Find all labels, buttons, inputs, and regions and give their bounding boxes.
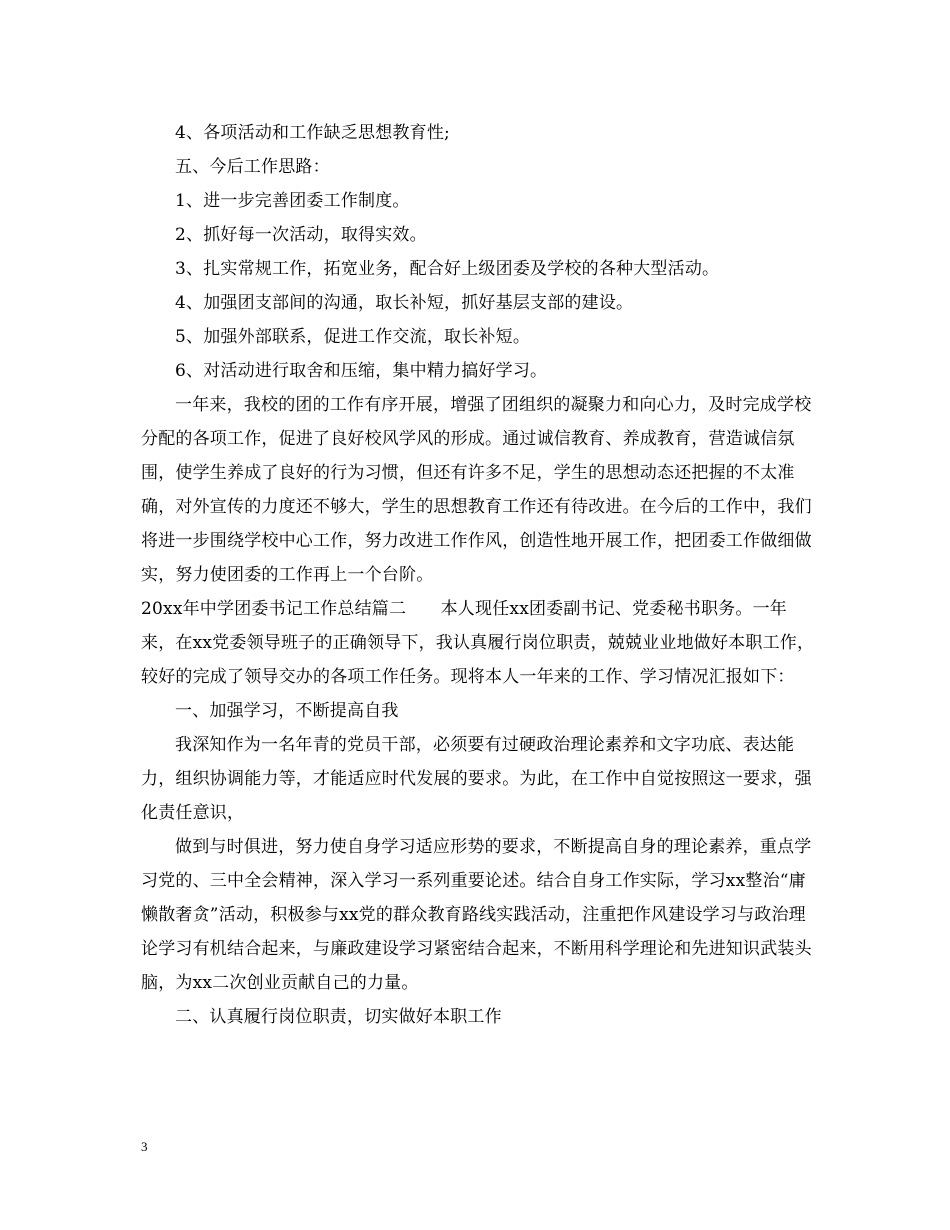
paragraph-1: 4、各项活动和工作缺乏思想教育性; [175, 123, 450, 143]
document-body [141, 116, 821, 1034]
paragraph-plan-4: 4、加强团支部间的沟通，取长补短，抓好基层支部的建设。 [175, 293, 634, 313]
paragraph-plan-3: 3、扎实常规工作，拓宽业务，配合好上级团委及学校的各种大型活动。 [175, 259, 720, 279]
section-heading-duties: 二、认真履行岗位职责，切实做好本职工作 [175, 1007, 502, 1027]
paragraph-plan-2: 2、抓好每一次活动，取得实效。 [175, 225, 427, 245]
paragraph-summary: 一年来，我校的团的工作有序开展，增强了团组织的凝聚力和向心力，及时完成学校分配的各项工作，促进了良好校风学风的形成。通过诚信教育、养成教育，营造诚信氛围，使学生养成了良好的行为习惯，但还有许多不足，学生的思想动态还把握的不太准确，对外宣传的力度还不够大，学生的思想教育工作还有待改进。在今后的工作中，我们将进一步围绕学校中心工作，努力改进工作作风，创造性地开展工作，把团委工作做细做实，努力使团委的工作再上一个台阶。 [141, 395, 812, 585]
paragraph-plan-6: 6、对活动进行取舍和压缩，集中精力搞好学习。 [175, 361, 548, 381]
section-heading-study: 一、加强学习，不断提高自我 [175, 701, 399, 721]
paragraph-study-1: 我深知作为一名年青的党员干部，必须要有过硬政治理论素养和文字功底、表达能力，组织协调能力等，才能适应时代发展的要求。为此，在工作中自觉按照这一要求，强化责任意识， [141, 735, 812, 823]
page-number: 3 [141, 1139, 148, 1154]
paragraph-plan-1: 1、进一步完善团委工作制度。 [175, 191, 410, 211]
paragraph-study-2: 做到与时俱进，努力使自身学习适应形势的要求，不断提高自身的理论素养，重点学习党的、三中全会精神，深入学习一系列重要论述。结合自身工作实际，学习xx整治“庸懒散奢贪”活动，积极参与xx党的群众教育路线实践活动，注重把作风建设学习与政治理论学习有机结合起来，与廉政建设学习紧密结合起来，不断用科学理论和先进知识武装头脑，为xx二次创业贡献自己的力量。 [141, 837, 812, 993]
paragraph-plan-5: 5、加强外部联系，促进工作交流，取长补短。 [175, 327, 531, 347]
section-heading-future-plans: 五、今后工作思路： [175, 157, 330, 177]
paragraph-article-two: 20xx年中学团委书记工作总结篇二 本人现任xx团委副书记、党委秘书职务。一年来，在xx党委领导班子的正确领导下，我认真履行岗位职责，兢兢业业地做好本职工作，较好的完成了领导交办的各项工作任务。现将本人一年来的工作、学习情况汇报如下： [141, 599, 815, 687]
